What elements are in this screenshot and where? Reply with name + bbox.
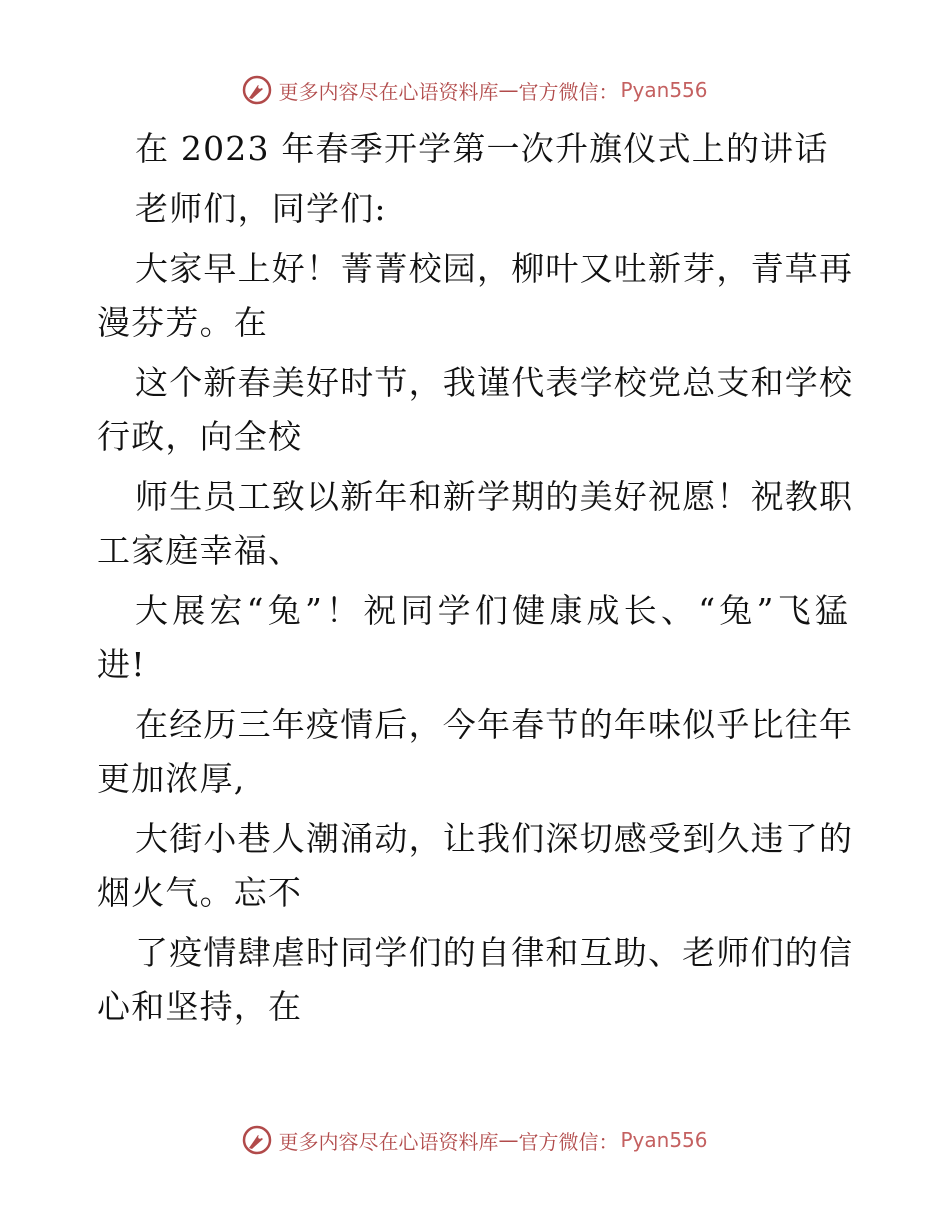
watermark-label: 官方微信： <box>518 79 619 104</box>
watermark-id: Pyan556 <box>620 78 708 102</box>
pen-nib-logo-icon <box>242 75 272 105</box>
watermark-separator: — <box>498 78 519 102</box>
text-line: 漫芬芳。在 <box>97 303 268 342</box>
text-line: 大街小巷人潮涌动，让我们深切感受到久违了的 <box>135 819 854 858</box>
text-line: 师生员工致以新年和新学期的美好祝愿！祝教职 <box>135 477 854 516</box>
watermark-id: Pyan556 <box>620 1128 708 1152</box>
watermark-separator: — <box>498 1128 519 1152</box>
watermark-text: 更多内容尽在心语资料库 <box>278 1129 499 1154</box>
text-line: 大展宏“兔”！祝同学们健康成长、“兔”飞猛 <box>135 591 849 630</box>
header-watermark <box>0 70 950 110</box>
salutation: 老师们，同学们: <box>135 189 387 228</box>
pen-nib-logo-icon <box>242 1125 272 1155</box>
text-line: 烟火气。忘不 <box>97 873 303 912</box>
text-line: 行政，向全校 <box>97 417 303 456</box>
footer-watermark <box>0 1120 950 1160</box>
document-title: 在 2023 年春季开学第一次升旗仪式上的讲话 <box>135 129 829 168</box>
watermark-text: 更多内容尽在心语资料库 <box>278 79 499 104</box>
document-body <box>97 122 857 1034</box>
text-line: 进! <box>97 645 146 684</box>
text-line: 心和坚持，在 <box>97 987 303 1026</box>
text-line: 工家庭幸福、 <box>97 531 303 570</box>
watermark-label: 官方微信： <box>518 1129 619 1154</box>
text-line: 更加浓厚, <box>97 759 246 798</box>
text-line: 了疫情肆虐时同学们的自律和互助、老师们的信 <box>135 933 854 972</box>
text-line: 大家早上好！菁菁校园，柳叶又吐新芽，青草再 <box>135 249 854 288</box>
text-line: 这个新春美好时节，我谨代表学校党总支和学校 <box>135 363 854 402</box>
text-line: 在经历三年疫情后，今年春节的年味似乎比往年 <box>135 705 854 744</box>
